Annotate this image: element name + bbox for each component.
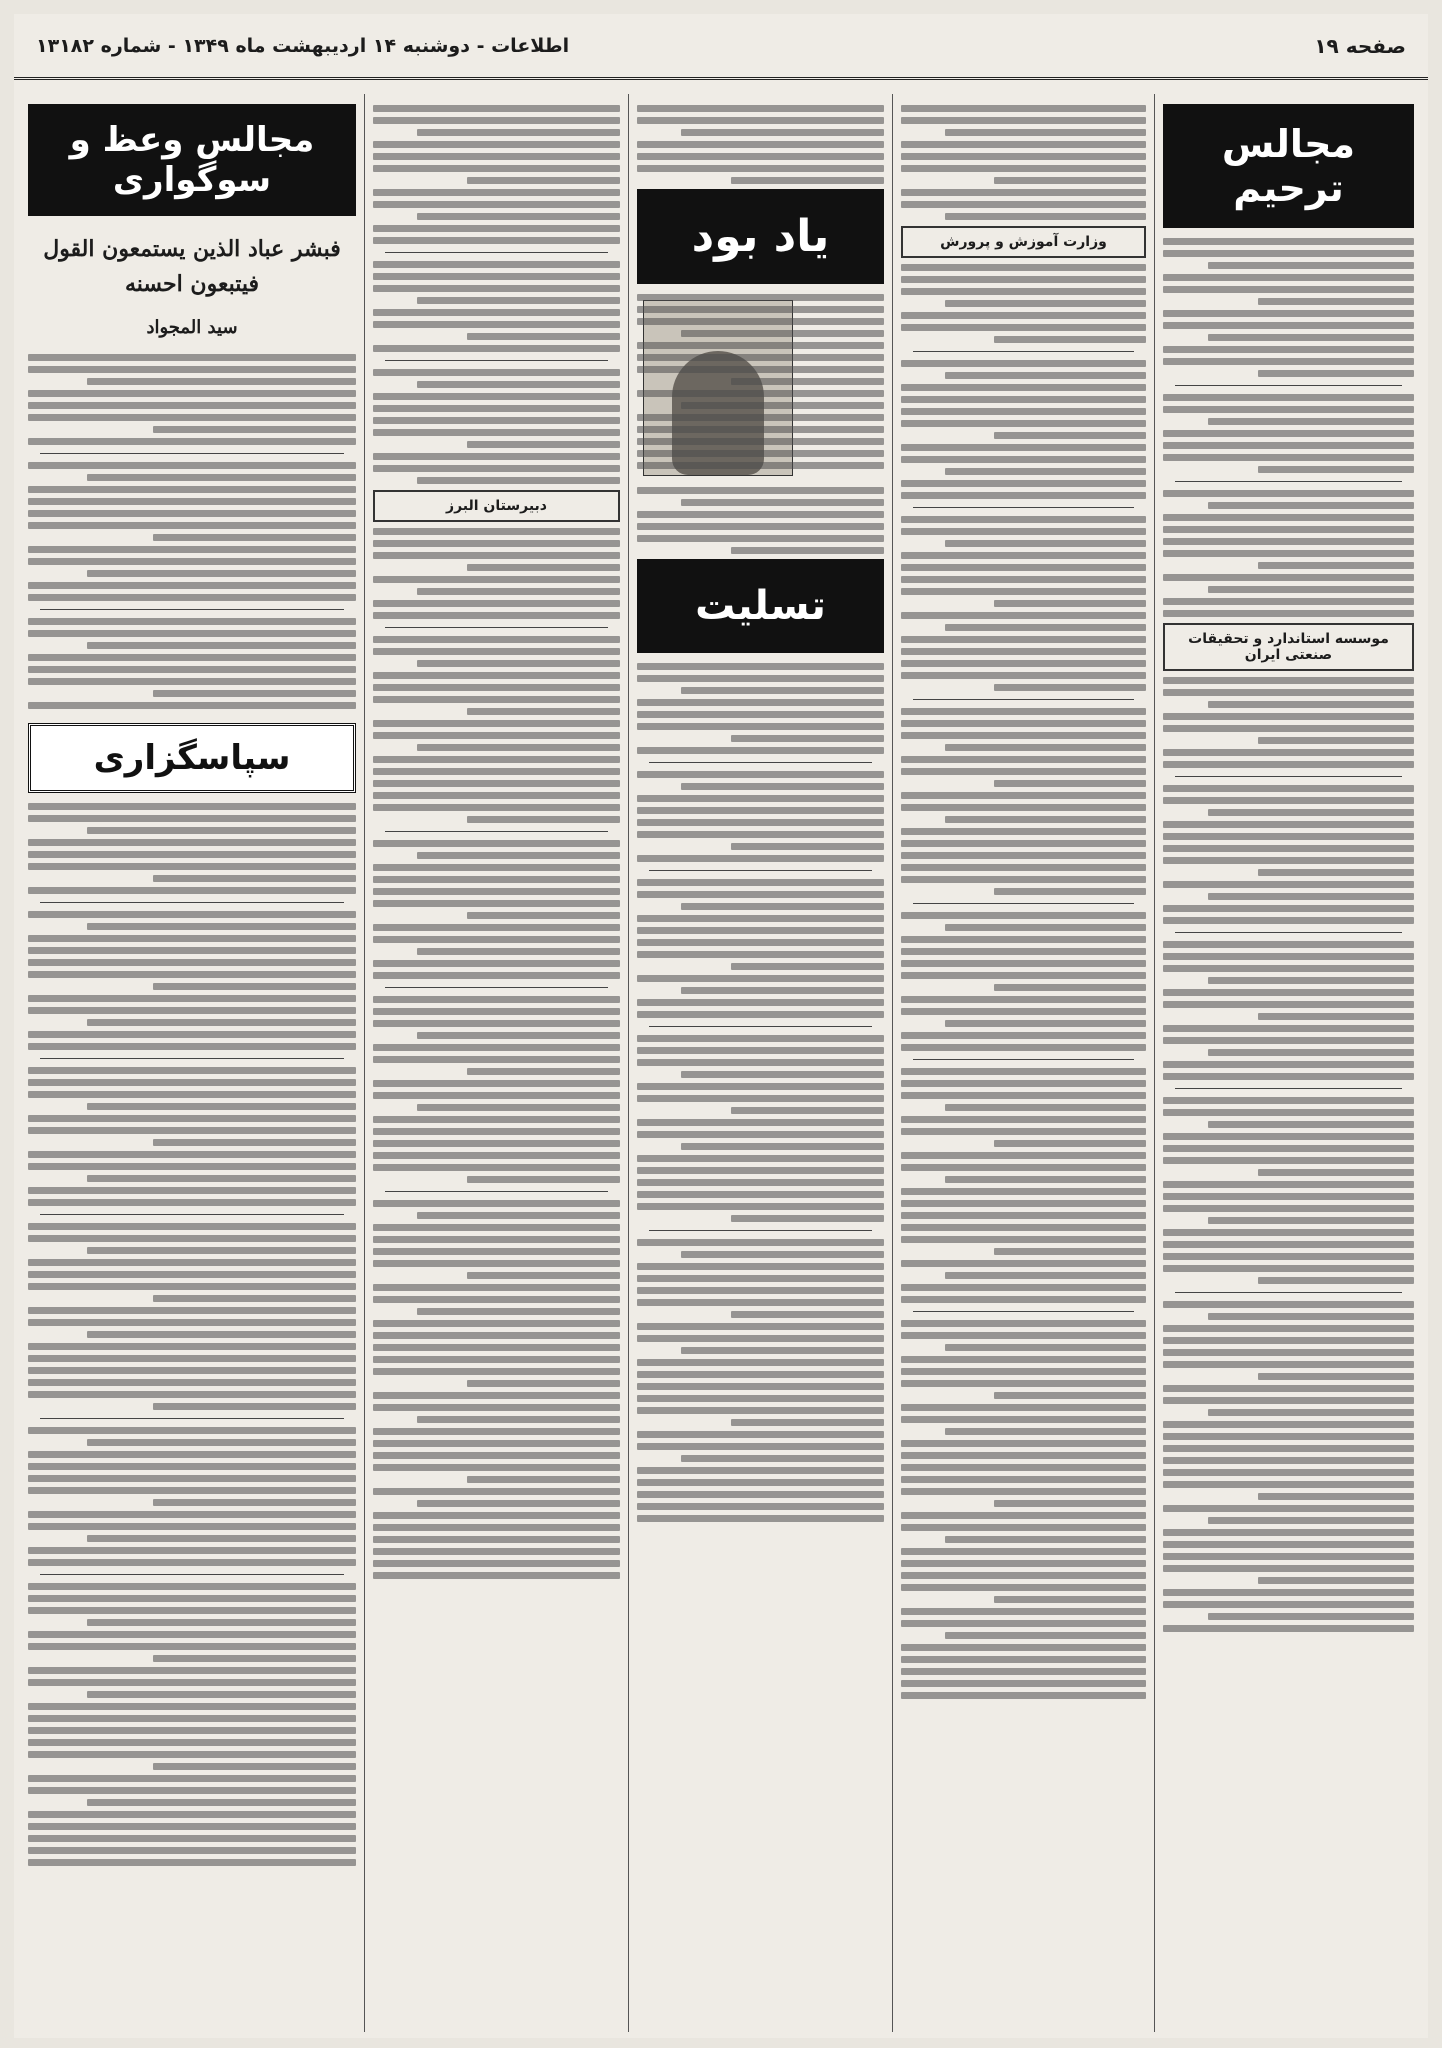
verse-attribution: سيد المجواد: [146, 317, 238, 339]
column-4: [364, 94, 628, 2032]
column-3: [628, 94, 892, 2032]
section-banner-vaz: مجالس وعظ و سوگواری: [28, 104, 356, 216]
column-2: [892, 94, 1154, 2032]
section-banner-yadbud: ياد بود: [637, 189, 884, 284]
section-banner-taslit: تسليت: [637, 559, 884, 653]
issue-info: اطلاعات - دوشنبه ۱۴ اردیبهشت ماه ۱۳۴۹ - شماره ۱۳۱۸۲: [36, 34, 570, 57]
notice-signature-2: وزارت آموزش و پرورش: [901, 226, 1146, 258]
column-1: [1154, 94, 1422, 2032]
section-banner-tarhim: مجالس ترحيم: [1163, 104, 1414, 228]
section-banner-sepas: سپاسگزاری: [28, 723, 356, 793]
newspaper-page: [14, 14, 1428, 2038]
masthead: [14, 14, 1428, 80]
column-5: [20, 94, 364, 2032]
page-number: صفحه ۱۹: [1314, 33, 1406, 58]
notice-signature-3: دبيرستان البرز: [373, 490, 620, 522]
quran-verse: فبشر عباد الذين يستمعون القول فيتبعون احسنه: [43, 236, 341, 298]
notice-signature: موسسه استاندارد و تحقيقات صنعتی ايران: [1163, 623, 1414, 671]
